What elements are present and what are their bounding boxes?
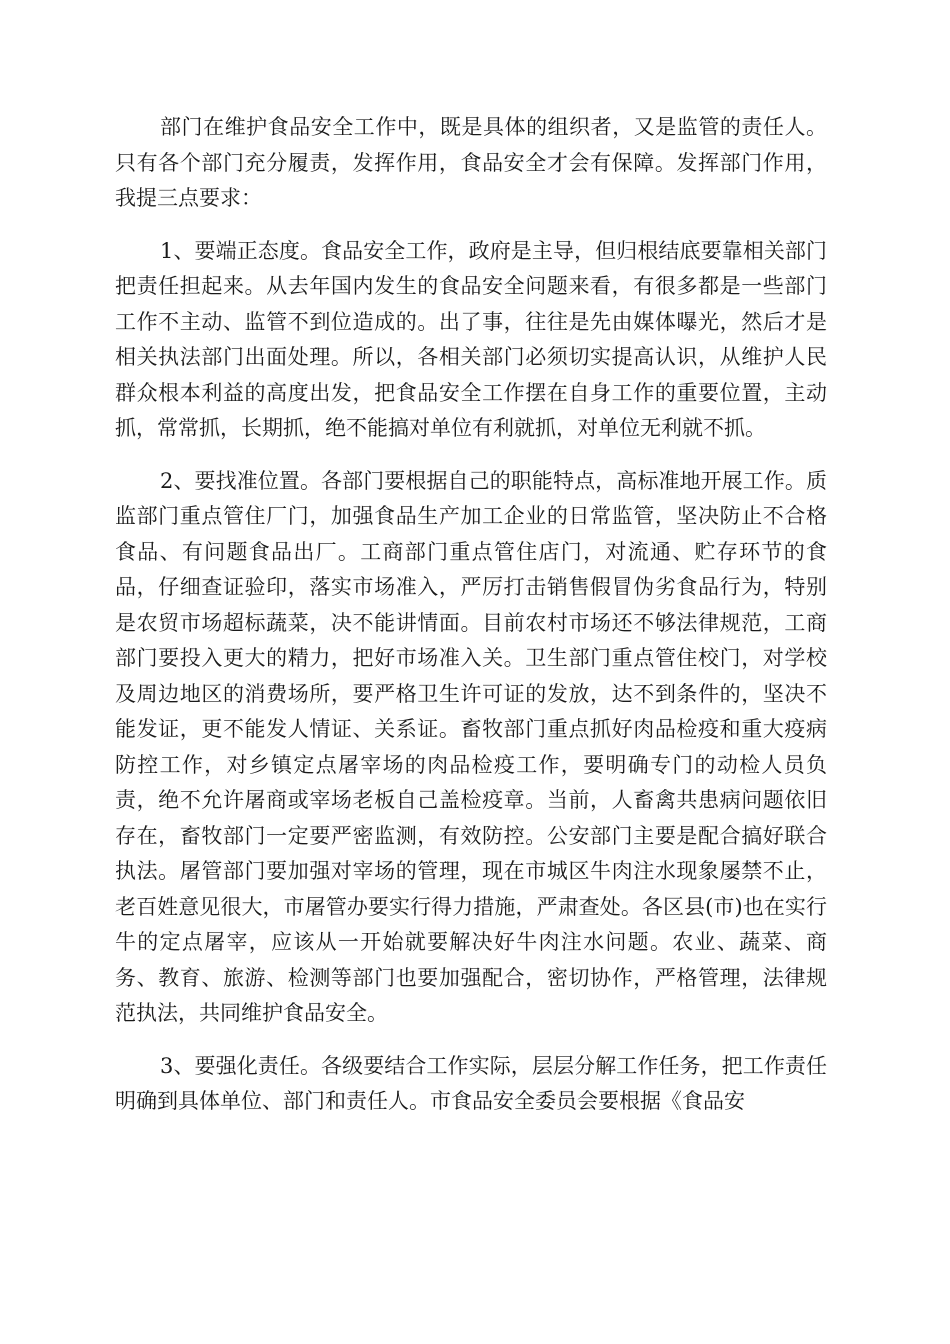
paragraph-point-1: 1、要端正态度。食品安全工作，政府是主导，但归根结底要靠相关部门把责任担起来。从去年国内发生的食品安全问题来看，有很多都是一些部门工作不主动、监管不到位造成的。出了事，往往是先由媒体曝光，然后才是相关执法部门出面处理。所以，各相关部门必须切实提高认识，从维护人民群众根本利益的高度出发，把食品安全工作摆在自身工作的重要位置，主动抓，常常抓，长期抓，绝不能搞对单位有利就抓，对单位无利就不抓。: [115, 238, 827, 440]
paragraph-point-2: 2、要找准位置。各部门要根据自己的职能特点，高标准地开展工作。质监部门重点管住厂门，加强食品生产加工企业的日常监管，坚决防止不合格食品、有问题食品出厂。工商部门重点管住店门，对流通、贮存环节的食品，仔细查证验印，落实市场准入，严厉打击销售假冒伪劣食品行为，特别是农贸市场超标蔬菜，决不能讲情面。目前农村市场还不够法律规范，工商部门要投入更大的精力，把好市场准入关。卫生部门重点管住校门，对学校及周边地区的消费场所，要严格卫生许可证的发放，达不到条件的，坚决不能发证，更不能发人情证、关系证。畜牧部门重点抓好肉品检疫和重大疫病防控工作，对乡镇定点屠宰场的肉品检疫工作，要明确专门的动检人员负责，绝不允许屠商或宰场老板自己盖检疫章。当前，人畜禽共患病问题依旧存在，畜牧部门一定要严密监测，有效防控。公安部门主要是配合搞好联合执法。屠管部门要加强对宰场的管理，现在市城区牛肉注水现象屡禁不止，老百姓意见很大，市屠管办要实行得力措施，严肃查处。各区县(市)也在实行牛的定点屠宰，应该从一开始就要解决好牛肉注水问题。农业、蔬菜、商务、教育、旅游、检测等部门也要加强配合，密切协作，严格管理，法律规范执法，共同维护食品安全。: [115, 468, 827, 1025]
document-body: [115, 110, 827, 1137]
paragraph-intro: 部门在维护食品安全工作中，既是具体的组织者，又是监管的责任人。只有各个部门充分履责，发挥作用，食品安全才会有保障。发挥部门作用，我提三点要求：: [115, 115, 827, 210]
paragraph-point-3: 3、要强化责任。各级要结合工作实际，层层分解工作任务，把工作责任明确到具体单位、部门和责任人。市食品安全委员会要根据《食品安: [115, 1053, 827, 1113]
